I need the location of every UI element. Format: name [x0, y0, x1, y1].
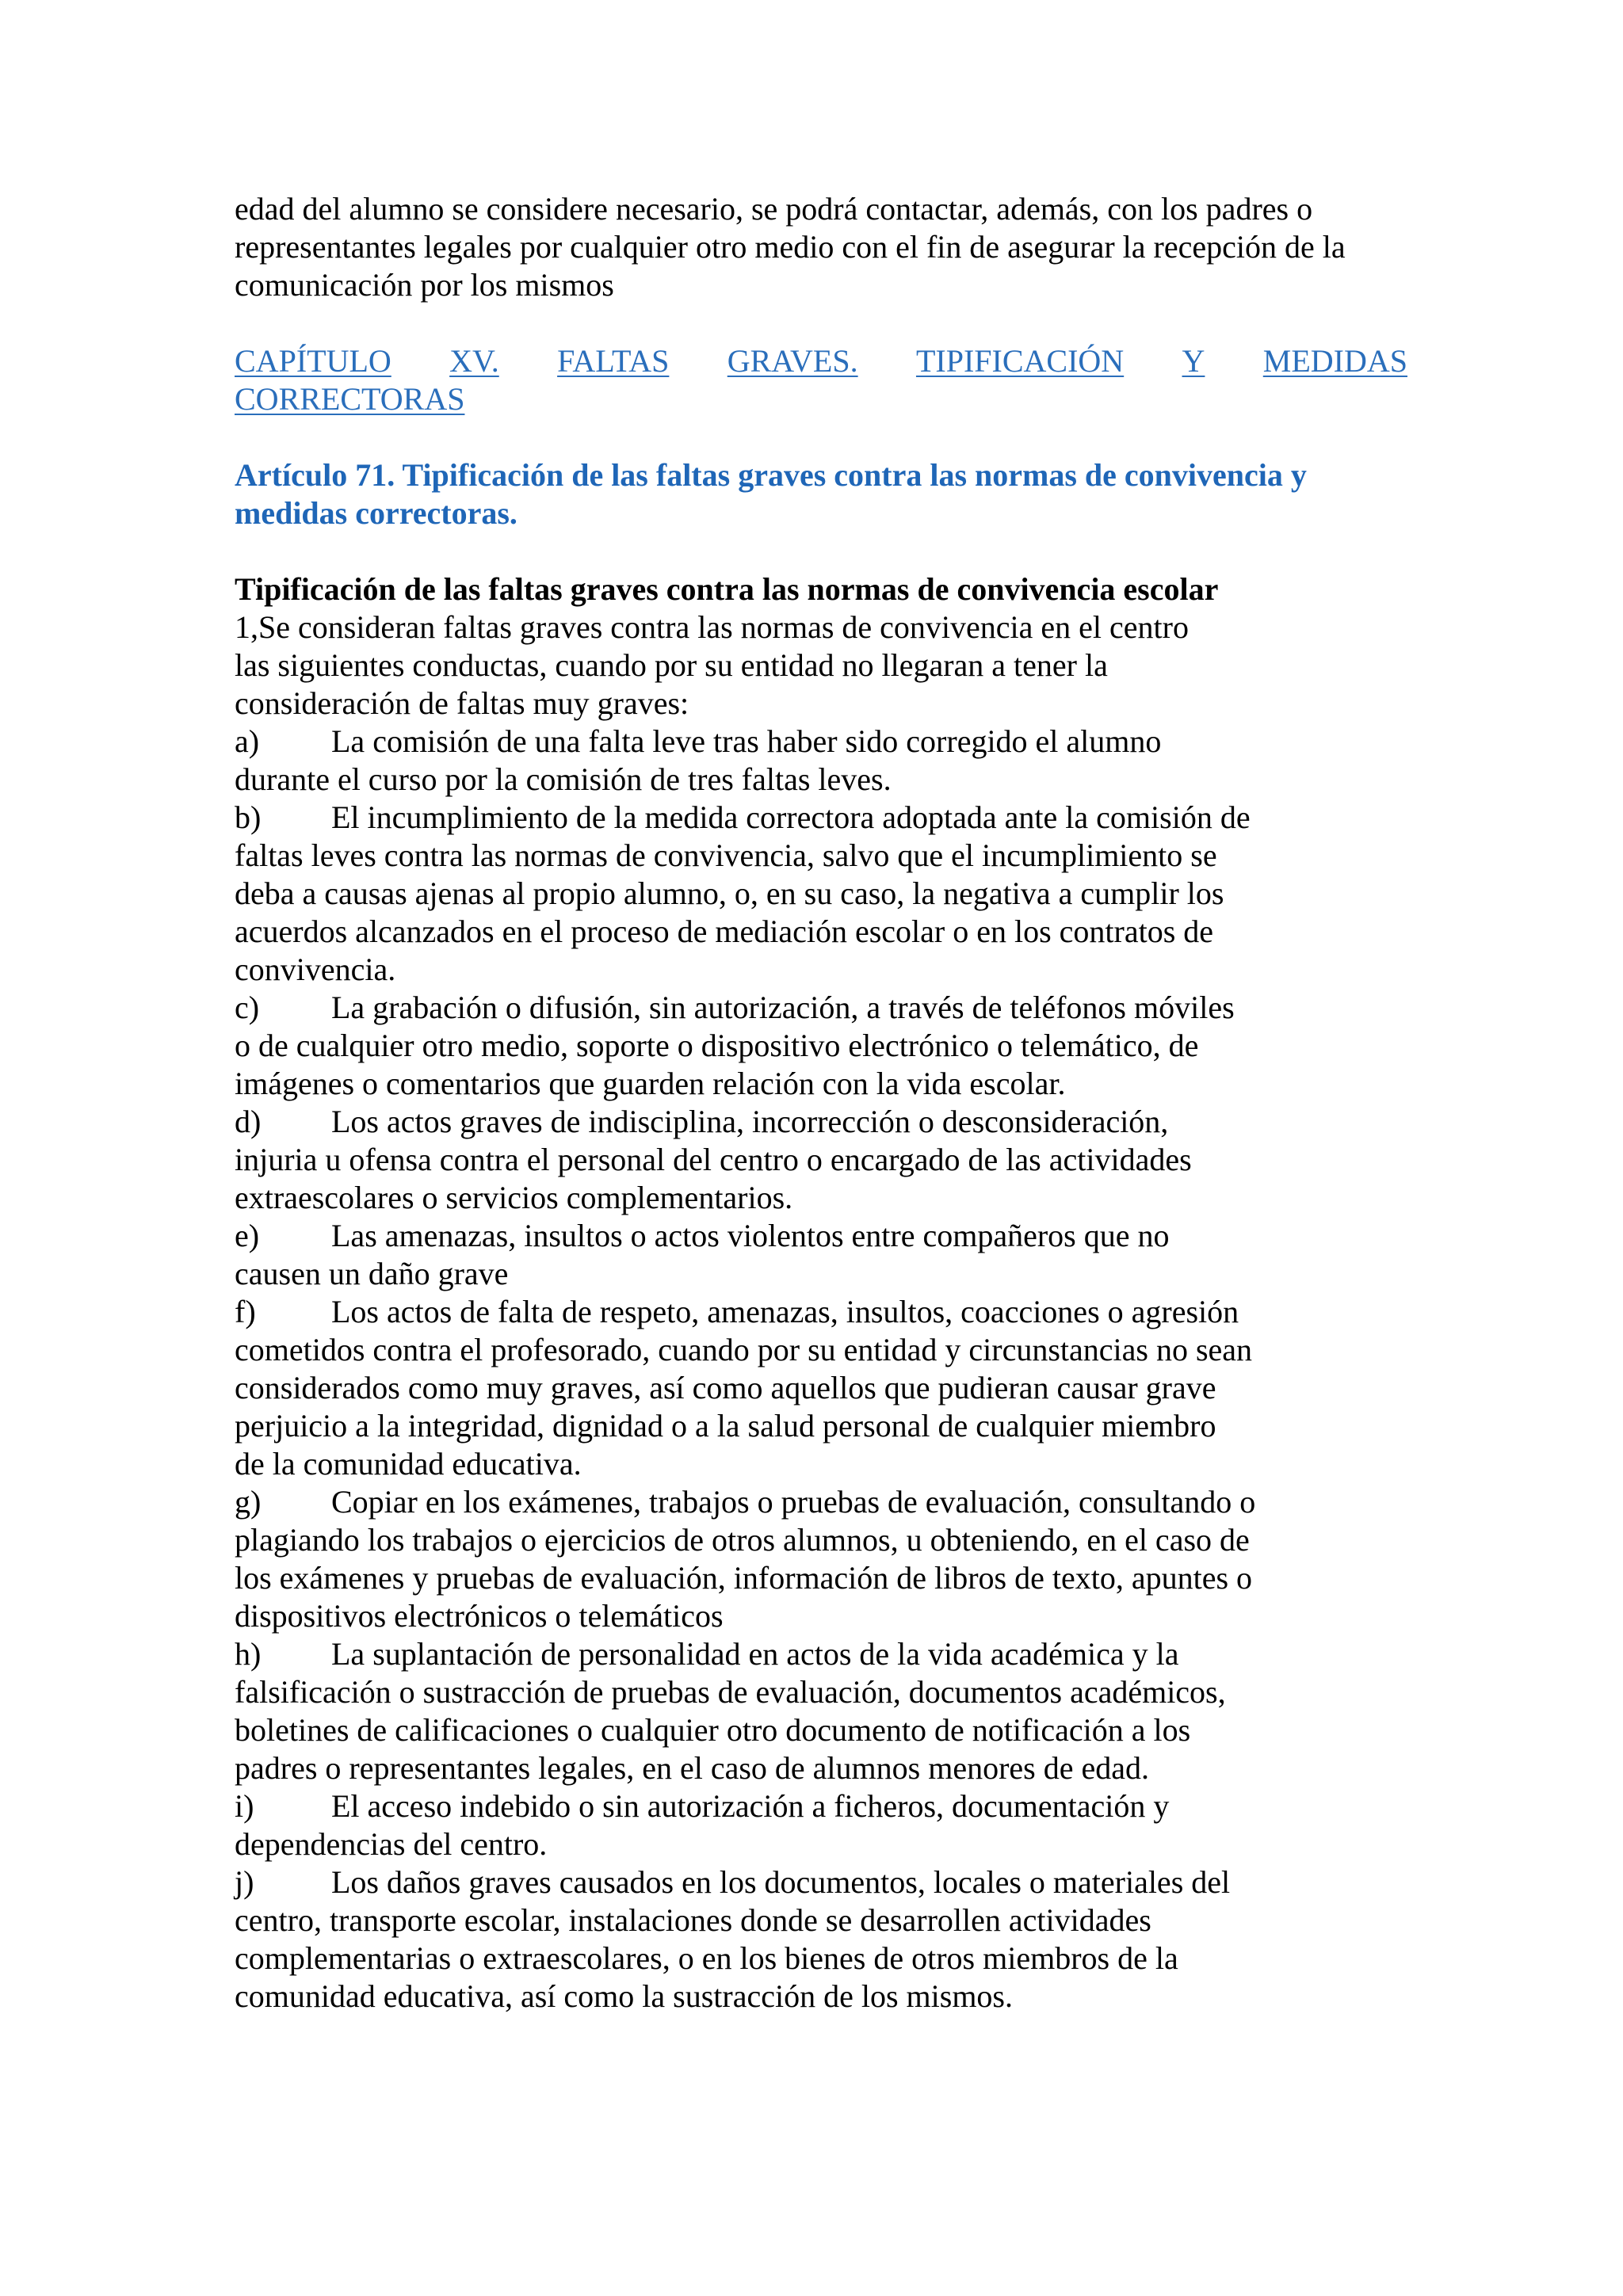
list-item-line: perjuicio a la integridad, dignidad o a la salud personal de cualquier miembro [235, 1408, 1216, 1444]
list-item-text: La grabación o difusión, sin autorización, a través de teléfonos móviles [331, 990, 1235, 1025]
list-item-first-line [235, 1293, 1407, 1331]
intro-line: edad del alumno se considere necesario, se podrá contactar, además, con los padres o [235, 191, 1313, 227]
list-item-line: de la comunidad educativa. [235, 1446, 582, 1482]
chapter-word: XV. [449, 343, 499, 379]
list-item-line: convivencia. [235, 952, 396, 987]
list-item-first-line [235, 1103, 1407, 1141]
lead-line: las siguientes conductas, cuando por su entidad no llegaran a tener la [235, 647, 1108, 683]
list-item [235, 1293, 1407, 1483]
list-item-letter: f) [235, 1294, 256, 1329]
list-item-line: acuerdos alcanzados en el proceso de mediación escolar o en los contratos de [235, 913, 1214, 949]
list-item [235, 1787, 1407, 1863]
chapter-word: MEDIDAS [1262, 343, 1407, 379]
article-heading [235, 456, 1407, 532]
list-item-line: los exámenes y pruebas de evaluación, información de libros de texto, apuntes o [235, 1560, 1253, 1596]
list-item-first-line [235, 723, 1407, 761]
list-item-line: durante el curso por la comisión de tres faltas leves. [235, 761, 892, 797]
list-item-text: La suplantación de personalidad en actos de la vida académica y la [331, 1636, 1179, 1672]
intro-paragraph [235, 190, 1407, 304]
list-item-letter: c) [235, 990, 260, 1025]
chapter-word: CAPÍTULO [235, 343, 391, 379]
list-item-line: imágenes o comentarios que guarden relación con la vida escolar. [235, 1066, 1066, 1101]
list-item [235, 799, 1407, 989]
list-item-line: causen un daño grave [235, 1256, 509, 1291]
list-item-line: dispositivos electrónicos o telemáticos [235, 1598, 724, 1634]
list-item [235, 989, 1407, 1103]
list-item-line: considerados como muy graves, así como aquellos que pudieran causar grave [235, 1370, 1216, 1405]
chapter-heading-link[interactable] [235, 342, 1407, 418]
list-item-first-line [235, 799, 1407, 837]
list-item-first-line [235, 1863, 1407, 1901]
list-item [235, 1483, 1407, 1635]
intro-line: comunicación por los mismos [235, 267, 614, 303]
lead-line: 1,Se consideran faltas graves contra las normas de convivencia en el centro [235, 609, 1189, 645]
list-item-line: comunidad educativa, así como la sustracción de los mismos. [235, 1978, 1013, 2014]
list-item [235, 1217, 1407, 1293]
list-item-text: El incumplimiento de la medida correctora adoptada ante la comisión de [331, 799, 1251, 835]
list-item-letter: j) [235, 1864, 254, 1900]
list-item-line: cometidos contra el profesorado, cuando por su entidad y circunstancias no sean [235, 1332, 1253, 1367]
list-item-line: o de cualquier otro medio, soporte o dispositivo electrónico o telemático, de [235, 1028, 1199, 1063]
list-item-line: centro, transporte escolar, instalaciones donde se desarrollen actividades [235, 1902, 1151, 1938]
article-heading-line-2: medidas correctoras. [235, 495, 517, 531]
list-item-letter: i) [235, 1788, 254, 1824]
chapter-heading-line-2: CORRECTORAS [235, 381, 465, 417]
list-item-letter: h) [235, 1636, 262, 1672]
list-item-line: padres o representantes legales, en el caso de alumnos menores de edad. [235, 1750, 1149, 1786]
list-item-text: El acceso indebido o sin autorización a ficheros, documentación y [331, 1788, 1170, 1824]
list-item-text: La comisión de una falta leve tras haber sido corregido el alumno [331, 723, 1162, 759]
list-item-letter: d) [235, 1104, 262, 1139]
list-item-line: injuria u ofensa contra el personal del centro o encargado de las actividades [235, 1142, 1192, 1177]
list-item-text: Los actos graves de indisciplina, incorrección o desconsideración, [331, 1104, 1169, 1139]
list-item-text: Los daños graves causados en los documentos, locales o materiales del [331, 1864, 1231, 1900]
chapter-word: Y [1182, 343, 1205, 379]
list-item-line: boletines de calificaciones o cualquier otro documento de notificación a los [235, 1712, 1191, 1748]
list-item-line: dependencias del centro. [235, 1826, 548, 1862]
lead-paragraph [235, 608, 1407, 723]
list-item-line: deba a causas ajenas al propio alumno, o, en su caso, la negativa a cumplir los [235, 875, 1224, 911]
list-item-letter: b) [235, 799, 262, 835]
article-heading-line-1: Artículo 71. Tipificación de las faltas graves contra las normas de convivencia y [235, 457, 1307, 493]
list-item-letter: e) [235, 1218, 260, 1253]
list-item-line: plagiando los trabajos o ejercicios de otros alumnos, u obteniendo, en el caso de [235, 1522, 1250, 1558]
chapter-heading-line-1 [235, 342, 1407, 380]
list-item-text: Copiar en los exámenes, trabajos o pruebas de evaluación, consultando o [331, 1484, 1256, 1520]
section-title: Tipificación de las faltas graves contra las normas de convivencia escolar [235, 571, 1219, 607]
list-item [235, 1635, 1407, 1787]
chapter-word: GRAVES. [727, 343, 858, 379]
chapter-word: FALTAS [557, 343, 670, 379]
list-item [235, 723, 1407, 799]
list-item-letter: a) [235, 723, 260, 759]
list-item-first-line [235, 989, 1407, 1027]
list-item-line: complementarias o extraescolares, o en los bienes de otros miembros de la [235, 1940, 1178, 1976]
list-item-line: faltas leves contra las normas de convivencia, salvo que el incumplimiento se [235, 837, 1217, 873]
document-page [235, 190, 1407, 2016]
intro-line: representantes legales por cualquier otro medio con el fin de asegurar la recepción de la [235, 229, 1346, 265]
list-item-first-line [235, 1217, 1407, 1255]
list-item [235, 1103, 1407, 1217]
list-item-line: extraescolares o servicios complementarios. [235, 1180, 793, 1215]
list-item-first-line [235, 1483, 1407, 1521]
list-item-text: Los actos de falta de respeto, amenazas, insultos, coacciones o agresión [331, 1294, 1239, 1329]
faults-list [235, 723, 1407, 2016]
list-item-letter: g) [235, 1484, 262, 1520]
list-item-first-line [235, 1635, 1407, 1673]
list-item-first-line [235, 1787, 1407, 1825]
list-item-text: Las amenazas, insultos o actos violentos entre compañeros que no [331, 1218, 1170, 1253]
chapter-word: TIPIFICACIÓN [915, 343, 1125, 379]
lead-line: consideración de faltas muy graves: [235, 685, 689, 721]
list-item [235, 1863, 1407, 2016]
list-item-line: falsificación o sustracción de pruebas de evaluación, documentos académicos, [235, 1674, 1226, 1710]
